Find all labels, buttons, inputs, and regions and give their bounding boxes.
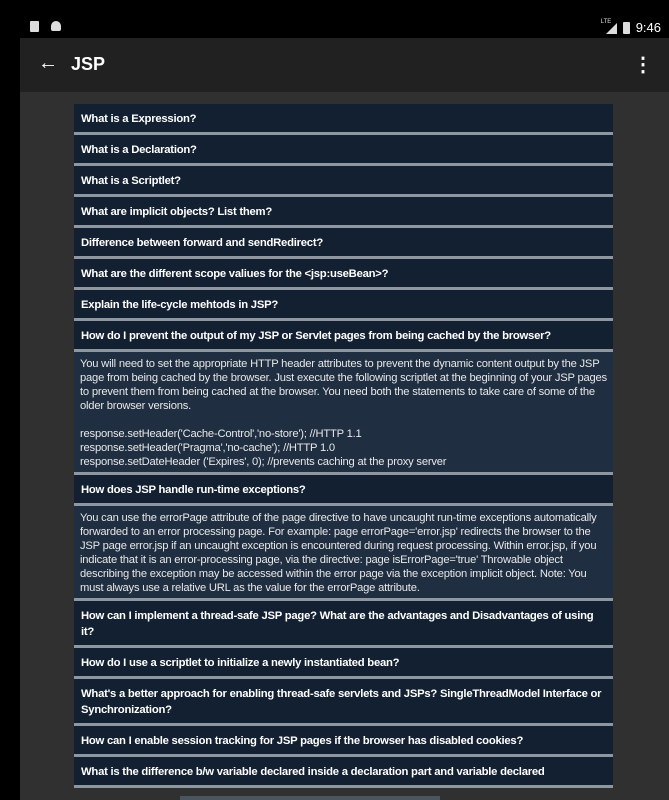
page-title: JSP — [71, 54, 106, 74]
more-options-button[interactable]: ⋮ — [633, 54, 653, 76]
network-type: LTE — [600, 18, 612, 25]
faq-list — [74, 104, 613, 788]
faq-question[interactable]: What are the different scope valiues for the <jsp:useBean>? — [74, 259, 613, 290]
back-button[interactable]: ← — [38, 52, 58, 74]
status-bar — [20, 18, 669, 38]
faq-question[interactable]: How does JSP handle run-time exceptions? — [74, 475, 613, 506]
app-bar — [20, 38, 669, 92]
faq-answer: You can use the errorPage attribute of the page directive to have uncaught run-time exceptions automatically forwarded to an error processing page. For example: page errorPage='error.jsp' redirects the browser to the JSP page error.jsp if an uncaught exception is encountered during request processing. Within error.jsp, if you indicate that it is an error-processing page, via the directive: page isErrorPage='true' Throwable object describing the exception may be accessed within the error page via the exception implicit object. Note: You must always use a relative URL as the value for the errorPage attribute. — [74, 506, 613, 601]
battery-charging-icon — [623, 22, 630, 34]
faq-question[interactable]: Explain the life-cycle mehtods in JSP? — [74, 290, 613, 321]
faq-question[interactable]: What is the difference b/w variable declared inside a declaration part and variable declared — [74, 757, 613, 788]
faq-question[interactable]: How do I prevent the output of my JSP or Servlet pages from being cached by the browser? — [74, 321, 613, 352]
faq-question[interactable]: How can I implement a thread-safe JSP page? What are the advantages and Disadvantages of using it? — [74, 601, 613, 648]
sd-card-icon — [30, 21, 39, 32]
android-icon — [51, 21, 61, 31]
faq-question[interactable]: How do I use a scriptlet to initialize a newly instantiated bean? — [74, 648, 613, 679]
faq-question[interactable]: Difference between forward and sendRedirect? — [74, 228, 613, 259]
faq-question[interactable]: What are implicit objects? List them? — [74, 197, 613, 228]
lte-signal-icon — [600, 18, 617, 34]
scrollbar[interactable] — [180, 796, 440, 800]
faq-question[interactable]: What is a Declaration? — [74, 135, 613, 166]
faq-content — [20, 92, 669, 800]
faq-answer: You will need to set the appropriate HTTP header attributes to prevent the dynamic content output by the JSP page from being cached by the browser. Just execute the following scriptlet at the beginning of your JSP pages to prevent them from being cached at the browser. You need both the statements to take care of some of the older browser versions. response.setHeader('Cache-Control','no-store'); //HTTP 1.1 response.setHeader('Pragma','no-cache'); //HTTP 1.0 response.setDateHeader ('Expires', 0); //prevents caching at the proxy server — [74, 352, 613, 475]
faq-question[interactable]: What's a better approach for enabling thread-safe servlets and JSPs? SingleThreadModel Interface or Synchronization? — [74, 679, 613, 726]
faq-question[interactable]: What is a Scriptlet? — [74, 166, 613, 197]
faq-question[interactable]: What is a Expression? — [74, 104, 613, 135]
faq-question[interactable]: How can I enable session tracking for JSP pages if the browser has disabled cookies? — [74, 726, 613, 757]
clock: 9:46 — [635, 20, 661, 35]
